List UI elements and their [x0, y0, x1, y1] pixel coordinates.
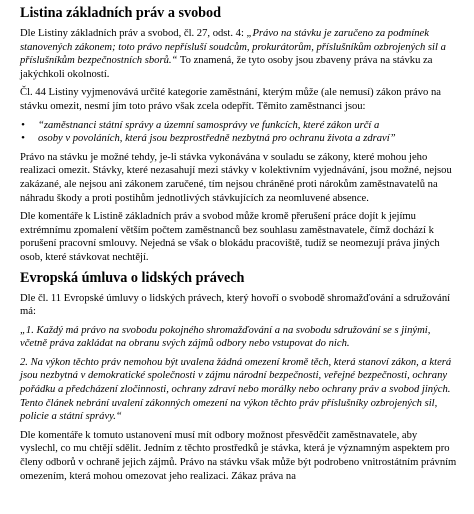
quoted-paragraph-2: 2. Na výkon těchto práv nemohou být uvalena žádná omezení kromě těch, která stanoví zákon, a která jsou nezbytná v demokratické společnosti v zájmu národní bezpečnosti, veřejné bezpečnosti, ochrany pořádku a předcházení zločinnosti, ochrany zdraví nebo morálky nebo ochrany práv a svobod jiných. Tento článek nebrání uvalení zákonných omezení na výkon těchto práv příslušníky ozbrojených sil, policie a státní správy.“ — [20, 356, 452, 423]
paragraph-intro: Dle Listiny základních práv a svobod, čl. 27, odst. 4: — [20, 28, 247, 39]
bullet-list — [20, 119, 457, 146]
section-heading-convention: Evropská úmluva o lidských právech — [20, 269, 245, 286]
paragraph-commentary-charter: Dle komentáře k Listině základních práv a svobod může kromě přerušení práce dojít k jejímu extrémnímu zpomalení větším počtem zaměstnanců bez souhlasu zaměstnavatele, čímž dochází k porušení pracovní smlouvy. Nejedná se však o blokádu pracoviště, tudíž se neomezují práva jiných osob, které stávkovat nechtějí. — [20, 211, 440, 263]
paragraph-article-11: Dle čl. 11 Evropské úmluvy o lidských právech, který hovoří o svobodě shromažďování a sdružování má: — [20, 292, 451, 318]
quoted-paragraph-1: „1. Každý má právo na svobodu pokojného shromažďování a na svobodu sdružování se s jinými, včetně práva zakládat na obranu svých zájmů odbory nebo vstupovat do nich. — [20, 324, 431, 350]
list-item: • osoby v povoláních, která jsou bezprostředně nezbytná pro ochranu života a zdraví” — [20, 132, 457, 146]
paragraph-rest: To znamená, že tyto osoby jsou zbaveny práva na stávku za jakýchkoli okolností. — [20, 55, 433, 80]
paragraph-article-44: Čl. 44 Listiny vyjmenovává určité kategorie zaměstnání, kterým může (ale nemusí) zákon právo na stávku omezit, nesmí jím toto právo však zcela odepřít. Těmito zaměstnanci jsou: — [20, 87, 441, 112]
paragraph-strike-legality: Právo na stávku je možné tehdy, je-li stávka vykonávána v souladu se zákony, které mohou jeho realizaci omezit. Stávky, které nezasahují mezi stávky v kolektivním vyjednávání, jsou možné, nejsou zakázané, ale nejsou ani zákonem zaručené, tím nejsou chráněné proti nárokům zaměstnavatelů na náhradu škody a proti postihům jednotlivých stávkujících za neomluvené absence. — [20, 151, 452, 204]
paragraph-article-27 — [20, 27, 457, 81]
paragraph-commentary-convention: Dle komentáře k tomuto ustanovení musí mít odbory možnost přesvědčit zaměstnavatele, aby vyslechl, co mu chtějí sdělit. Jedním z těchto prostředků je stávka, která je významným aspektem pro členy odborů v ochraně jejich zájmů. Právo na stávku však může být podrobeno vnitrostátním právním omezením, která mohou omezovat jeho realizaci. Zákaz práva na — [20, 429, 457, 482]
list-item: • “zaměstnanci státní správy a územní samosprávy ve funkcích, které zákon určí a — [20, 119, 457, 133]
quoted-provision: „Právo na stávku je zaručeno za podmínek stanovených zákonem; toto právo nepřísluší soudcům, prokurátorům, příslušníkům ozbrojených sil a příslušníkům bezpečnostních sborů.“ — [20, 28, 446, 67]
section-heading-charter: Listina základních práv a svobod — [20, 5, 222, 21]
